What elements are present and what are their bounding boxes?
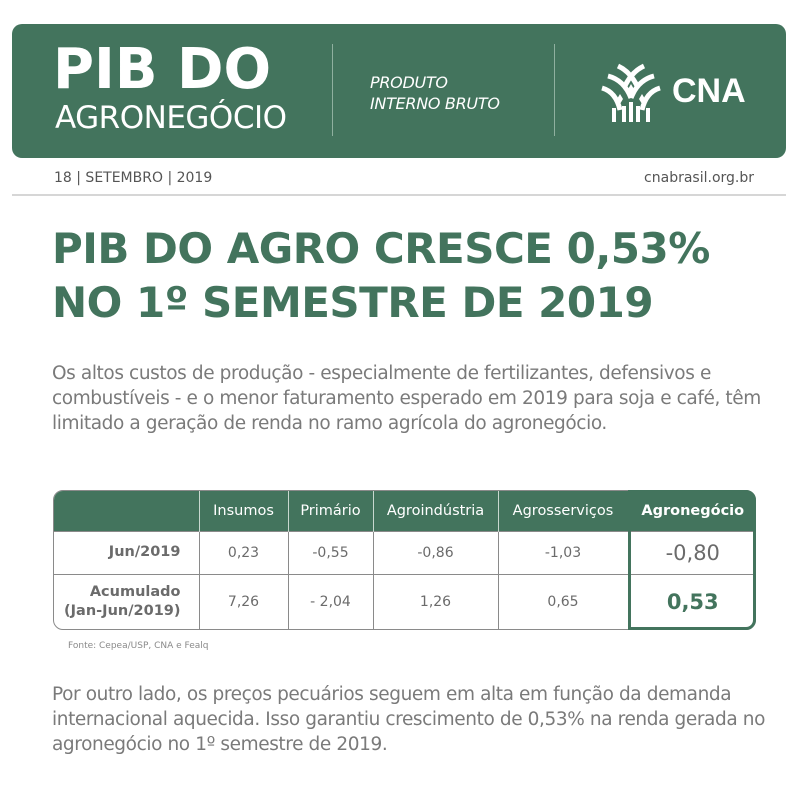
- cell-agronegocio: 0,53: [628, 574, 756, 630]
- cell-primario: - 2,04: [288, 574, 373, 630]
- cell-agrosservicos: -1,03: [498, 531, 628, 574]
- logo-text: CNA: [672, 71, 746, 110]
- banner-subtitle: [370, 72, 500, 114]
- meta-row: [54, 170, 754, 190]
- cell-agronegocio: -0,80: [628, 531, 756, 574]
- header-empty: [54, 491, 199, 531]
- subtitle-line-1: PRODUTO: [370, 73, 448, 92]
- row-label-line-1: Acumulado: [89, 584, 181, 601]
- subtitle-line-2: INTERNO BRUTO: [370, 94, 500, 113]
- cna-logo: [598, 58, 768, 124]
- row-label: [54, 574, 199, 630]
- row-label-line-2: (Jan-Jun/2019): [64, 603, 181, 620]
- banner-title-sub: AGRONEGÓCIO: [55, 100, 287, 136]
- cell-primario: -0,55: [288, 531, 373, 574]
- table-source: Fonte: Cepea/USP, CNA e Fealq: [68, 641, 209, 651]
- header-agroindustria: Agroindústria: [373, 491, 498, 531]
- row-label: Jun/2019: [54, 531, 199, 574]
- banner-title: PIB DO: [53, 37, 272, 102]
- closing-paragraph: Por outro lado, os preços pecuários seguem em alta em função da demanda internacional aquecida. Isso garantiu crescimento de 0,53% na renda gerada no agronegócio no 1º semestre de 2019.: [52, 684, 765, 755]
- header-agrosservicos: Agrosserviços: [498, 491, 628, 531]
- banner-divider: [332, 44, 333, 136]
- gdp-table: [53, 490, 756, 630]
- headline-line-1: PIB DO AGRO CRESCE 0,53%: [52, 224, 710, 273]
- cna-leaf-logo-icon: [598, 58, 664, 124]
- divider-rule: [12, 194, 786, 196]
- header-banner: [12, 24, 786, 158]
- table-row: [54, 574, 756, 630]
- cell-agroindustria: -0,86: [373, 531, 498, 574]
- website-link[interactable]: cnabrasil.org.br: [644, 170, 754, 186]
- header-insumos: Insumos: [199, 491, 288, 531]
- table-row: [54, 531, 756, 574]
- headline-line-2: NO 1º SEMESTRE DE 2019: [52, 278, 654, 327]
- table-header-row: [54, 491, 756, 531]
- banner-divider: [554, 44, 555, 136]
- header-agronegocio: Agronegócio: [628, 491, 756, 531]
- intro-paragraph: Os altos custos de produção - especialmente de fertilizantes, defensivos e combustíveis - e o menor faturamento esperado em 2019 para soja e café, têm limitado a geração de renda no ramo agrícola do agronegócio.: [52, 363, 761, 434]
- cell-insumos: 0,23: [199, 531, 288, 574]
- cell-insumos: 7,26: [199, 574, 288, 630]
- headline: [52, 222, 772, 330]
- publication-date: 18 | SETEMBRO | 2019: [54, 170, 213, 186]
- header-primario: Primário: [288, 491, 373, 531]
- cell-agrosservicos: 0,65: [498, 574, 628, 630]
- cell-agroindustria: 1,26: [373, 574, 498, 630]
